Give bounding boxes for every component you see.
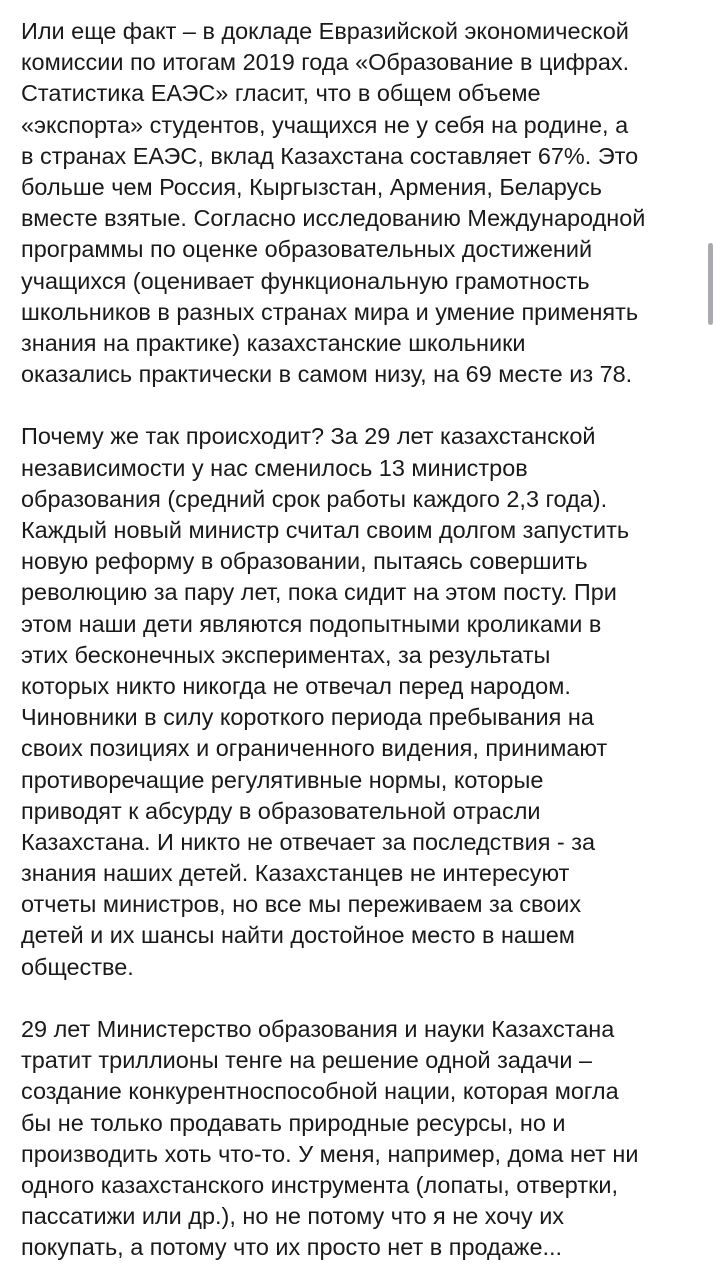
text-line: приводят к абсурду в образовательной отрасли	[21, 797, 541, 824]
text-line: знания на практике) казахстанские школьники	[21, 329, 526, 356]
text-line: больше чем Россия, Кыргызстан, Армения, Беларусь	[21, 173, 602, 200]
text-line: комиссии по итогам 2019 года «Образование в цифрах.	[21, 49, 630, 76]
text-line: вместе взятые. Согласно исследованию Международной	[21, 205, 646, 232]
text-line: «экспорта» студентов, учащихся не у себя на родине, а	[21, 111, 629, 138]
text-line: одного казахстанского инструмента (лопаты, отвертки,	[21, 1171, 618, 1198]
paragraph-spacer	[21, 983, 711, 1014]
text-line: революцию за пару лет, пока сидит на этом посту. При	[21, 579, 617, 606]
text-line: учащихся (оценивает функциональную грамотность	[21, 267, 590, 294]
paragraph-1	[21, 16, 711, 390]
text-line: создание конкурентноспособной нации, которая могла	[21, 1078, 619, 1105]
text-line: Чиновники в силу короткого периода пребывания на	[21, 704, 594, 731]
text-line: пассатижи или др.), но не потому что я не хочу их	[21, 1203, 565, 1230]
text-line: знания наших детей. Казахстанцев не интересуют	[21, 860, 570, 887]
text-line: независимости у нас сменилось 13 министров	[21, 454, 528, 481]
text-line: этом наши дети являются подопытными кроликами в	[21, 610, 602, 637]
text-line: этих бесконечных экспериментах, за результаты	[21, 641, 551, 668]
text-line: программы по оценке образовательных достижений	[21, 236, 593, 263]
text-line: покупать, а потому что их просто нет в продаже...	[21, 1234, 563, 1261]
text-line: Казахстана. И никто не отвечает за последствия - за	[21, 828, 596, 855]
text-line: своих позициях и ограниченного видения, принимают	[21, 735, 608, 762]
text-line: обществе.	[21, 953, 134, 980]
text-line: тратит триллионы тенге на решение одной задачи –	[21, 1047, 592, 1074]
vertical-scrollbar[interactable]	[706, 0, 716, 1280]
text-line: противоречащие регулятивные нормы, которые	[21, 766, 544, 793]
text-line: школьников в разных странах мира и умение применять	[21, 298, 639, 325]
text-line: Статистика ЕАЭС» гласит, что в общем объеме	[21, 80, 541, 107]
text-line: производить хоть что-то. У меня, например, дома нет ни	[21, 1140, 639, 1167]
text-line: детей и их шансы найти достойное место в нашем	[21, 922, 575, 949]
text-line: бы не только продавать природные ресурсы, но и	[21, 1109, 566, 1136]
scrollbar-thumb[interactable]	[708, 243, 713, 325]
article-text	[21, 16, 711, 1264]
paragraph-2	[21, 421, 711, 982]
text-line: Или еще факт – в докладе Евразийской экономической	[21, 18, 629, 44]
text-line: образования (средний срок работы каждого 2,3 года).	[21, 485, 608, 512]
paragraph-spacer	[21, 390, 711, 421]
text-line: Каждый новый министр считал своим долгом запустить	[21, 517, 630, 543]
text-line: новую реформу в образовании, пытаясь совершить	[21, 548, 588, 575]
text-line: которых никто никогда не отвечал перед народом.	[21, 672, 571, 699]
paragraph-3	[21, 1014, 711, 1264]
text-line: 29 лет Министерство образования и науки Казахстана	[21, 1016, 615, 1042]
text-line: отчеты министров, но все мы переживаем за своих	[21, 891, 582, 918]
text-line: в странах ЕАЭС, вклад Казахстана составляет 67%. Это	[21, 142, 639, 169]
text-line: Почему же так происходит? За 29 лет казахстанской	[21, 423, 596, 450]
text-line: оказались практически в самом низу, на 69 месте из 78.	[21, 361, 633, 388]
